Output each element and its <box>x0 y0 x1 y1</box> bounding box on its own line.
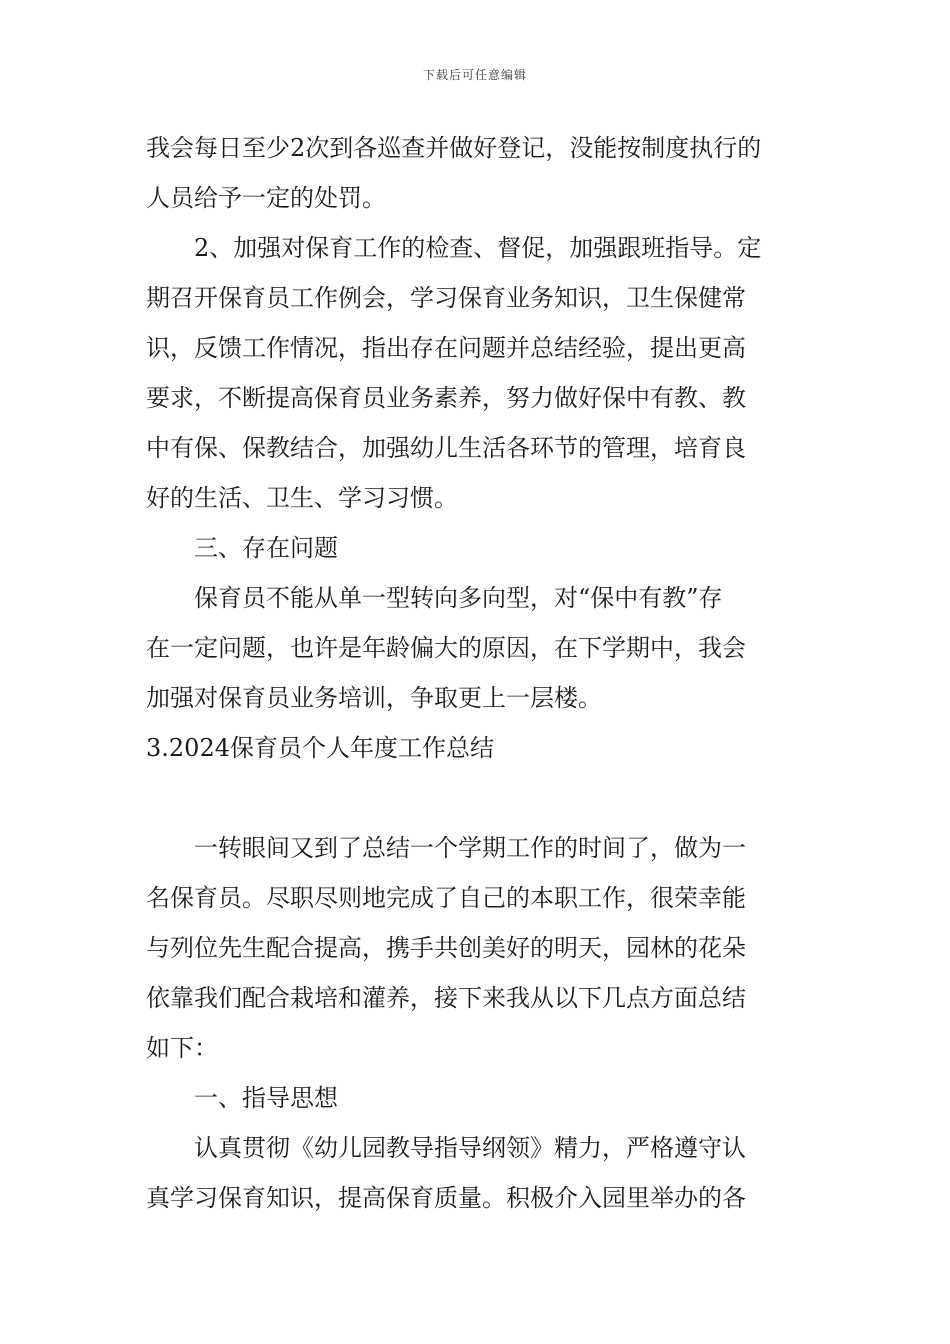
text-line: 认真贯彻《幼儿园教导指导纲领》精力，严格遵守认 <box>194 1134 746 1162</box>
text-line: 人员给予一定的处罚。 <box>146 184 386 212</box>
section-heading: 三、存在问题 <box>194 534 338 562</box>
text-line: 如下： <box>146 1034 218 1062</box>
text-line: 期召开保育员工作例会，学习保育业务知识，卫生保健常 <box>146 284 746 312</box>
text-line: 保育员不能从单一型转向多向型，对“保中有教”存 <box>194 584 723 612</box>
text-line: 在一定问题，也许是年龄偏大的原因，在下学期中，我会 <box>146 634 746 662</box>
section-heading: 一、指导思想 <box>194 1084 338 1112</box>
text-line: 识，反馈工作情况，指出存在问题并总结经验，提出更高 <box>146 334 746 362</box>
text-line: 中有保、保教结合，加强幼儿生活各环节的管理，培育良 <box>146 434 746 462</box>
text-line: 与列位先生配合提高，携手共创美好的明天，园林的花朵 <box>146 934 746 962</box>
article-title: 3.2024保育员个人年度工作总结 <box>146 734 494 762</box>
text-line: 加强对保育员业务培训，争取更上一层楼。 <box>146 684 602 712</box>
text-line: 我会每日至少2次到各巡查并做好登记，没能按制度执行的 <box>146 134 762 162</box>
text-line: 真学习保育知识，提高保育质量。积极介入园里举办的各 <box>146 1184 746 1212</box>
page-header: 下载后可任意编辑 <box>422 68 527 82</box>
text-line: 要求，不断提高保育员业务素养，努力做好保中有教、教 <box>146 384 746 412</box>
text-line: 名保育员。尽职尽则地完成了自己的本职工作，很荣幸能 <box>146 884 746 912</box>
text-line: 2、加强对保育工作的检查、督促，加强跟班指导。定 <box>194 234 762 262</box>
text-line: 一转眼间又到了总结一个学期工作的时间了，做为一 <box>194 834 746 862</box>
text-line: 好的生活、卫生、学习习惯。 <box>146 484 458 512</box>
text-line: 依靠我们配合栽培和灌养，接下来我从以下几点方面总结 <box>146 984 746 1012</box>
